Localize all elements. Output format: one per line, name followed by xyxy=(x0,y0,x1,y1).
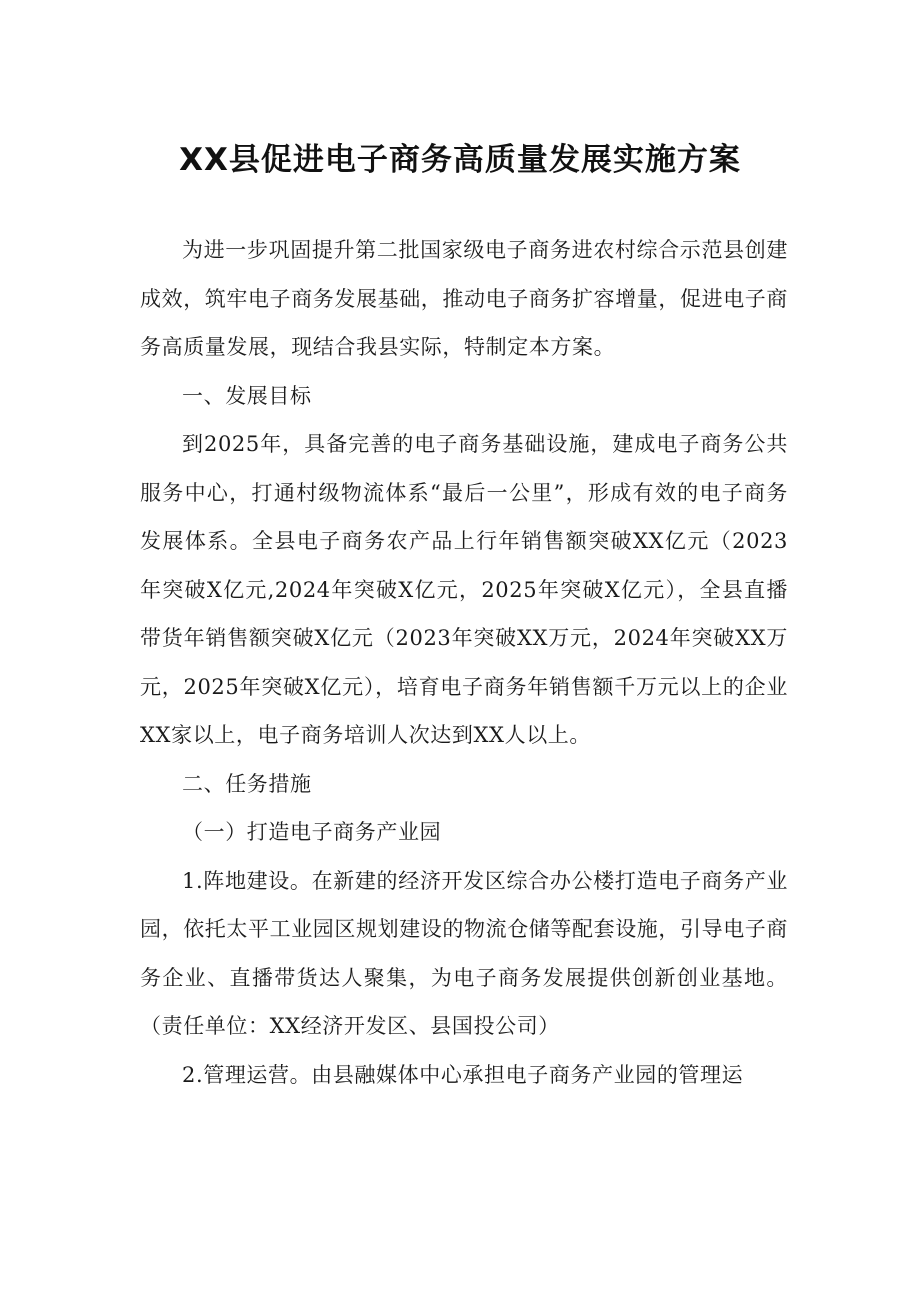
subsection-heading-industrial-park: （一）打造电子商务产业园 xyxy=(182,820,442,844)
section-heading-goals: 一、发展目标 xyxy=(182,383,312,408)
goals-paragraph: 到2025年，具备完善的电子商务基础设施，建成电子商务公共服务中心，打通村级物流体系“最后一公里”，形成有效的电子商务发展体系。全县电子商务农产品上行年销售额突破XX亿元（2023年突破X亿元,2024年突破X亿元，2025年突破X亿元），全县直播带货年销售额突破X亿元（2023年突破XX万元，2024年突破XX万元，2025年突破X亿元），培育电子商务年销售额千万元以上的企业XX家以上，电子商务培训人次达到XX人以上。 xyxy=(140,432,788,747)
intro-paragraph: 为进一步巩固提升第二批国家级电子商务进农村综合示范县创建成效，筑牢电子商务发展基础，推动电子商务扩容增量，促进电子商务高质量发展，现结合我县实际，特制定本方案。 xyxy=(140,238,788,359)
task-paragraph-site-construction: 1.阵地建设。在新建的经济开发区综合办公楼打造电子商务产业园，依托太平工业园区规划建设的物流仓储等配套设施，引导电子商务企业、直播带货达人聚集，为电子商务发展提供创新创业基地。（责任单位：XX经济开发区、县国投公司） xyxy=(140,868,788,1038)
document-body xyxy=(140,226,788,1099)
document-title: XX县促进电子商务高质量发展实施方案 xyxy=(179,142,741,178)
section-heading-tasks: 二、任务措施 xyxy=(182,771,312,796)
task-paragraph-management: 2.管理运营。由县融媒体中心承担电子商务产业园的管理运 xyxy=(182,1062,744,1087)
